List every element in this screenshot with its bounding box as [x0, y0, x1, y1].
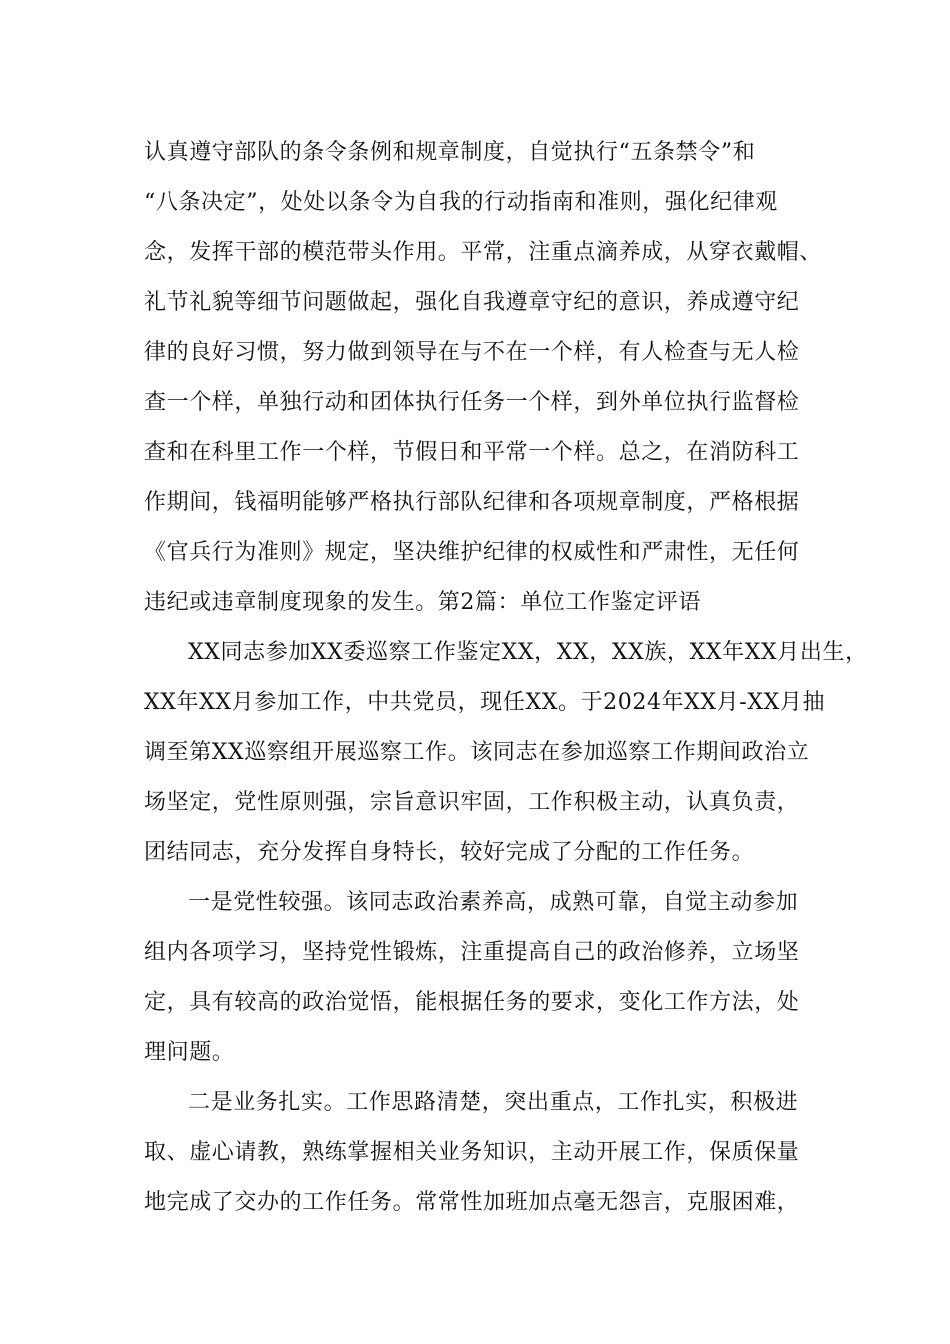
document-body [144, 128, 868, 1228]
text-line-22: 地完成了交办的工作任务。常常性加班加点毫无怨言，克服困难， [144, 1190, 800, 1215]
paragraph-start-line: 一是党性较强。该同志政治素养高，成熟可靠，自觉主动参加 [188, 890, 799, 915]
paragraph-start-line: XX同志参加XX委巡察工作鉴定XX，XX，XX族，XX年XX月出生， [188, 640, 868, 665]
text-line-8: 作期间，钱福明能够严格执行部队纪律和各项规章制度，严格根据 [144, 490, 800, 515]
paragraph-start-line: 二是业务扎实。工作思路清楚，突出重点，工作扎实，积极进 [188, 1090, 799, 1115]
text-line-15: 团结同志，充分发挥自身特长，较好完成了分配的工作任务。 [144, 840, 755, 865]
text-line-4: 礼节礼貌等细节问题做起，强化自我遵章守纪的意识，养成遵守纪 [144, 290, 800, 315]
text-line-6: 查一个样，单独行动和团体执行任务一个样，到外单位执行监督检 [144, 390, 800, 415]
text-line-10: 违纪或违章制度现象的发生。第2篇：单位工作鉴定评语 [144, 590, 701, 615]
text-line-18: 定，具有较高的政治觉悟，能根据任务的要求，变化工作方法，处 [144, 990, 800, 1015]
text-line-13: 调至第XX巡察组开展巡察工作。该同志在参加巡察工作期间政治立 [144, 740, 810, 765]
text-line-14: 场坚定，党性原则强，宗旨意识牢固，工作积极主动，认真负责， [144, 790, 800, 815]
text-line-1: 认真遵守部队的条令条例和规章制度，自觉执行“五条禁令”和 [144, 140, 756, 165]
text-line-7: 查和在科里工作一个样，节假日和平常一个样。总之，在消防科工 [144, 440, 800, 465]
text-line-21: 取、虚心请教，熟练掌握相关业务知识，主动开展工作，保质保量 [144, 1140, 800, 1165]
text-line-19: 理问题。 [144, 1040, 235, 1065]
text-line-5: 律的良好习惯，努力做到领导在与不在一个样，有人检查与无人检 [144, 340, 800, 365]
text-line-9: 《官兵行为准则》规定，坚决维护纪律的权威性和严肃性，无任何 [144, 540, 800, 565]
text-line-3: 念，发挥干部的模范带头作用。平常，注重点滴养成，从穿衣戴帽、 [144, 240, 823, 265]
text-line-12: XX年XX月参加工作，中共党员，现任XX。于2024年XX月-XX月抽 [144, 690, 826, 715]
text-line-17: 组内各项学习，坚持党性锻炼，注重提高自己的政治修养，立场坚 [144, 940, 800, 965]
text-line-2: “八条决定”，处处以条令为自我的行动指南和准则，强化纪律观 [144, 190, 778, 215]
